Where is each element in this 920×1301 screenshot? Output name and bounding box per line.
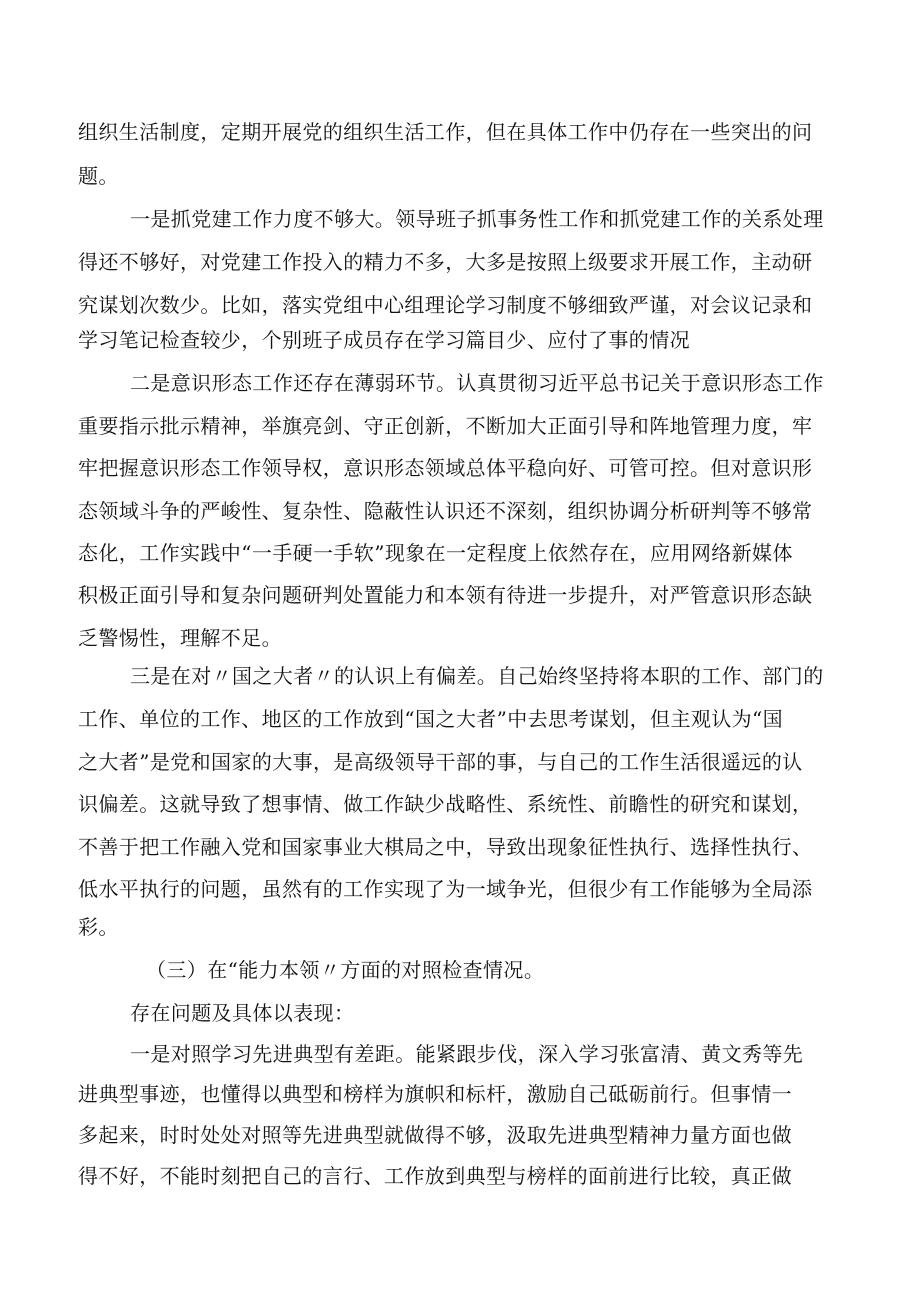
text-line: 题。 <box>78 164 119 188</box>
text-line: 重要指示批示精神，举旗亮剑、守正创新，不断加大正面引导和阵地管理力度，牢 <box>78 414 813 438</box>
text-line: 牢把握意识形态工作领导权，意识形态领域总体平稳向好、可管可控。但对意识形 <box>78 456 813 480</box>
text-line: 不善于把工作融入党和国家事业大棋局之中，导致出现象征性执行、选择性执行、 <box>78 835 813 859</box>
text-line: 彩。 <box>78 915 119 939</box>
text-line: 乏警惕性，理解不足。 <box>78 626 282 650</box>
text-line: 究谋划次数少。比如，落实党组中心组理论学习制度不够细致严谨，对会议记录和 <box>78 293 813 317</box>
text-line: 多起来，时时处处对照等先进典型就做得不够，汲取先进典型精神力量方面也做 <box>78 1123 792 1147</box>
text-line: 一是对照学习先进典型有差距。能紧跟步伐，深入学习张富清、黄文秀等先 <box>130 1042 804 1066</box>
text-line: 一是抓党建工作力度不够大。领导班子抓事务性工作和抓党建工作的关系处理 <box>130 207 824 231</box>
text-line: 之大者”是党和国家的大事，是高级领导干部的事，与自己的工作生活很遥远的认 <box>78 750 803 774</box>
text-line: 识偏差。这就导致了想事情、做工作缺少战略性、系统性、前瞻性的研究和谋划， <box>78 792 813 816</box>
text-line: 态领域斗争的严峻性、复杂性、隐蔽性认识还不深刻，组织协调分析研判等不够常 <box>78 499 813 523</box>
text-line: 低水平执行的问题，虽然有的工作实现了为一域争光，但很少有工作能够为全局添 <box>78 877 813 901</box>
text-line: 学习笔记检查较少，个别班子成员存在学习篇目少、应付了事的情况 <box>78 328 690 352</box>
text-line: 进典型事迹，也懂得以典型和榜样为旗帜和标杆，激励自己砥砺前行。但事情一 <box>78 1082 792 1106</box>
text-line: 得还不够好，对党建工作投入的精力不多，大多是按照上级要求开展工作，主动研 <box>78 250 813 274</box>
text-line: 存在问题及具体以表现： <box>130 1001 355 1025</box>
text-line: 积极正面引导和复杂问题研判处置能力和本领有待进一步提升，对严管意识形态缺 <box>78 583 813 607</box>
text-line: 三是在对〃国之大者〃的认识上有偏差。自己始终坚持将本职的工作、部门的 <box>130 664 824 688</box>
text-line: 工作、单位的工作、地区的工作放到“国之大者”中去思考谋划，但主观认为“国 <box>78 707 784 731</box>
text-line: 组织生活制度，定期开展党的组织生活工作，但在具体工作中仍存在一些突出的问 <box>78 120 813 144</box>
text-line: 得不好，不能时刻把自己的言行、工作放到典型与榜样的面前进行比较，真正做 <box>78 1164 792 1188</box>
text-line: 态化，工作实践中“一手硬一手软”现象在一定程度上依然存在，应用网络新媒体 <box>78 541 793 565</box>
section-heading: （三）在“能力本领〃方面的对照检查情况。 <box>146 958 545 982</box>
text-line: 二是意识形态工作还存在薄弱环节。认真贯彻习近平总书记关于意识形态工作 <box>130 371 824 395</box>
